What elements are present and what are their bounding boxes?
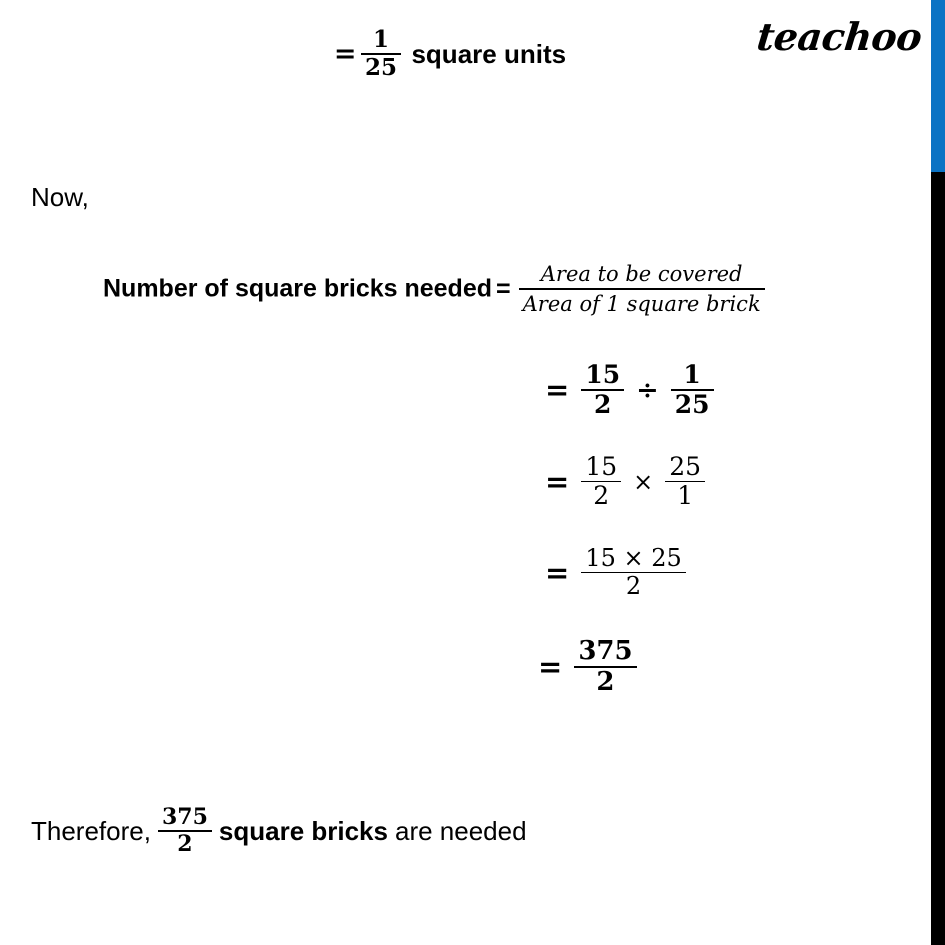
square-units-label: square units <box>411 38 567 69</box>
area-ratio-denominator: Area of 1 square brick <box>519 288 765 315</box>
step-1-left-numerator: 15 <box>585 360 621 389</box>
fraction-denominator: 25 <box>361 53 401 80</box>
conclusion-numerator: 375 <box>161 804 208 830</box>
step-2-right-denominator: 1 <box>665 481 705 509</box>
division-operator-icon: ÷ <box>636 374 659 406</box>
step-4-denominator: 2 <box>574 666 636 696</box>
conclusion-prefix: Therefore, <box>31 815 151 846</box>
step-4-equals-sign: = <box>538 650 563 685</box>
teachoo-logo: teachoo <box>754 14 924 59</box>
calculation-step-2 <box>545 454 705 510</box>
conclusion-emphasis: square bricks <box>218 815 388 846</box>
right-edge-blue-bar <box>931 0 945 172</box>
step-2-right-numerator: 25 <box>669 452 702 481</box>
bricks-definition-line <box>103 263 765 315</box>
fraction-one-over-twentyfive <box>361 28 401 80</box>
step-1-right-numerator: 1 <box>683 360 701 389</box>
now-label: Now, <box>31 182 89 212</box>
step-1-equals-sign: = <box>545 373 570 408</box>
fraction-numerator: 1 <box>373 26 390 53</box>
step-4-numerator: 375 <box>578 636 633 666</box>
conclusion-denominator: 2 <box>158 830 212 856</box>
step-1-left-fraction <box>581 362 624 419</box>
conclusion-fraction <box>158 806 212 856</box>
calculation-step-4 <box>538 638 637 697</box>
step-1-right-fraction <box>671 362 714 419</box>
step-4-fraction <box>574 638 636 697</box>
step-3-denominator: 2 <box>581 572 685 599</box>
calculation-step-3 <box>545 546 686 599</box>
step-2-right-fraction <box>665 454 705 510</box>
step-2-left-numerator: 15 <box>585 452 618 481</box>
conclusion-line <box>31 806 527 856</box>
step-2-left-fraction <box>581 454 621 510</box>
right-edge-black-bar <box>931 172 945 945</box>
multiplication-operator-icon: × <box>633 467 654 496</box>
step-1-right-denominator: 25 <box>671 389 714 418</box>
calculation-step-1 <box>545 362 714 419</box>
step-2-equals-sign: = <box>545 464 570 499</box>
area-ratio-numerator: Area to be covered <box>540 262 743 286</box>
equals-sign: = <box>333 38 357 70</box>
area-result-line <box>0 28 900 80</box>
step-3-numerator: 15 × 25 <box>585 544 682 572</box>
step-3-equals-sign: = <box>545 555 570 590</box>
step-2-left-denominator: 2 <box>581 481 621 509</box>
bricks-definition-label: Number of square bricks needed <box>103 274 493 303</box>
definition-equals-sign: = <box>496 274 511 303</box>
step-3-fraction <box>581 546 685 599</box>
area-ratio-fraction <box>519 263 765 315</box>
conclusion-suffix: are needed <box>394 815 527 846</box>
step-1-left-denominator: 2 <box>581 389 624 418</box>
